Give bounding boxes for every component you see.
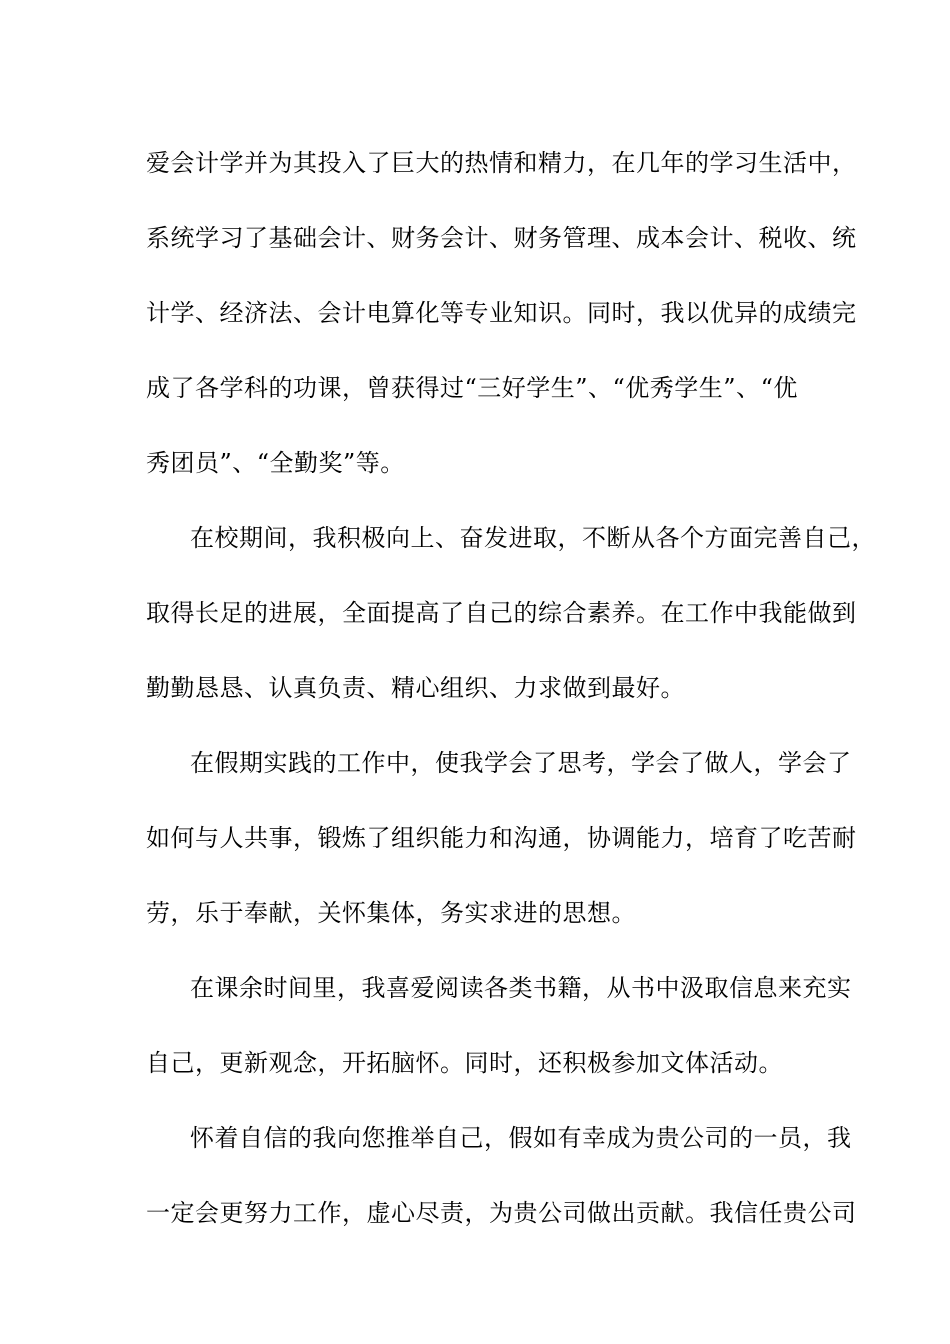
text-line: 自己，更新观念，开拓脑怀。同时，还积极参加文体活动。 <box>146 1049 783 1077</box>
text-line: 在校期间，我积极向上、奋发进取，不断从各个方面完善自己， <box>190 524 876 552</box>
paragraph-3 <box>146 726 857 951</box>
text-line: 成了各学科的功课，曾获得过“三好学生”、“优秀学生”、“优 <box>146 374 798 402</box>
text-line: 爱会计学并为其投入了巨大的热情和精力，在几年的学习生活中， <box>146 149 857 177</box>
text-line: 取得长足的进展，全面提高了自己的综合素养。在工作中我能做到 <box>146 599 857 627</box>
text-line: 计学、经济法、会计电算化等专业知识。同时，我以优异的成绩完 <box>146 299 857 327</box>
text-line: 一定会更努力工作，虚心尽责，为贵公司做出贡献。我信任贵公司 <box>146 1199 857 1227</box>
text-line: 在课余时间里，我喜爱阅读各类书籍，从书中汲取信息来充实 <box>190 974 852 1002</box>
text-line: 怀着自信的我向您推举自己，假如有幸成为贵公司的一员，我 <box>190 1124 852 1152</box>
paragraph-1 <box>146 126 857 501</box>
paragraph-2 <box>146 501 876 726</box>
paragraph-4 <box>146 951 852 1101</box>
text-line: 在假期实践的工作中，使我学会了思考，学会了做人，学会了 <box>190 749 852 777</box>
document-body <box>146 126 876 1251</box>
text-line: 勤勤恳恳、认真负责、精心组织、力求做到最好。 <box>146 674 685 702</box>
text-line: 秀团员”、“全勤奖”等。 <box>146 449 405 477</box>
paragraph-5 <box>146 1101 857 1251</box>
text-line: 如何与人共事，锻炼了组织能力和沟通，协调能力，培育了吃苦耐 <box>146 824 857 852</box>
text-line: 系统学习了基础会计、财务会计、财务管理、成本会计、税收、统 <box>146 224 857 252</box>
text-line: 劳，乐于奉献，关怀集体，务实求进的思想。 <box>146 899 636 927</box>
